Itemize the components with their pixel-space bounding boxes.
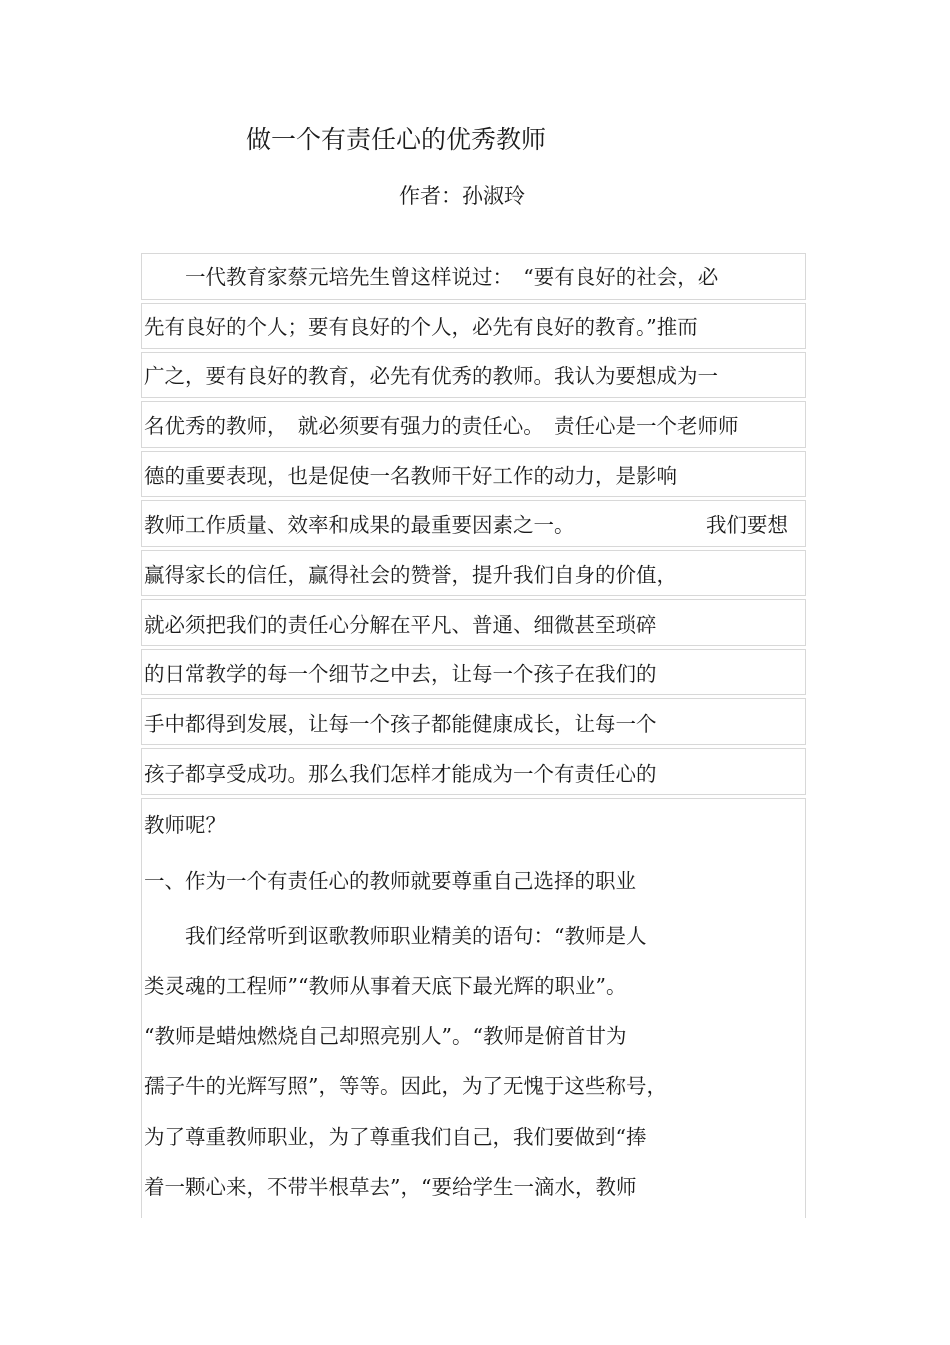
- body-line: 的日常教学的每一个细节之中去，让每一个孩子在我们的: [144, 662, 657, 686]
- body-line: 广之，要有良好的教育，必先有优秀的教师。我认为要想成为一: [144, 364, 718, 388]
- document-author: 作者：孙淑玲: [399, 184, 525, 208]
- document-title: 做一个有责任心的优秀教师: [246, 125, 547, 154]
- body-line: 先有良好的个人；要有良好的个人，必先有良好的教育。”推而: [144, 315, 698, 339]
- body-line: 为了尊重教师职业，为了尊重我们自己，我们要做到“捧: [144, 1125, 647, 1149]
- body-line-right: 我们要想: [706, 513, 788, 537]
- body-line: 我们经常听到讴歌教师职业精美的语句：“教师是人: [144, 924, 647, 948]
- body-line: 就必须把我们的责任心分解在平凡、普通、细微甚至琐碎: [144, 613, 657, 637]
- body-line: 赢得家长的信任，赢得社会的赞誉，提升我们自身的价值，: [144, 563, 677, 587]
- body-line-left: 教师工作质量、效率和成果的最重要因素之一。: [144, 513, 575, 537]
- body-line: 孩子都享受成功。那么我们怎样才能成为一个有责任心的: [144, 762, 657, 786]
- text-block-box: [141, 798, 806, 1218]
- body-line: 德的重要表现，也是促使一名教师干好工作的动力，是影响: [144, 464, 677, 488]
- section-heading: 一、作为一个有责任心的教师就要尊重自己选择的职业: [144, 869, 636, 893]
- body-line: 类灵魂的工程师”“教师从事着天底下最光辉的职业”。: [144, 974, 627, 998]
- body-line: 孺子牛的光辉写照”，等等。因此，为了无愧于这些称号，: [144, 1074, 667, 1098]
- body-line: “教师是蜡烛燃烧自己却照亮别人”。“教师是俯首甘为: [144, 1024, 627, 1048]
- body-line: 教师呢？: [144, 813, 226, 837]
- body-line: 名优秀的教师， 就必须要有强力的责任心。 责任心是一个老师师: [144, 414, 739, 438]
- body-line: 着一颗心来，不带半根草去”，“要给学生一滴水，教师: [144, 1175, 637, 1199]
- body-line: 手中都得到发展，让每一个孩子都能健康成长，让每一个: [144, 712, 657, 736]
- body-line: 一代教育家蔡元培先生曾这样说过： “要有良好的社会，必: [144, 265, 719, 289]
- body-line-split: [144, 510, 788, 540]
